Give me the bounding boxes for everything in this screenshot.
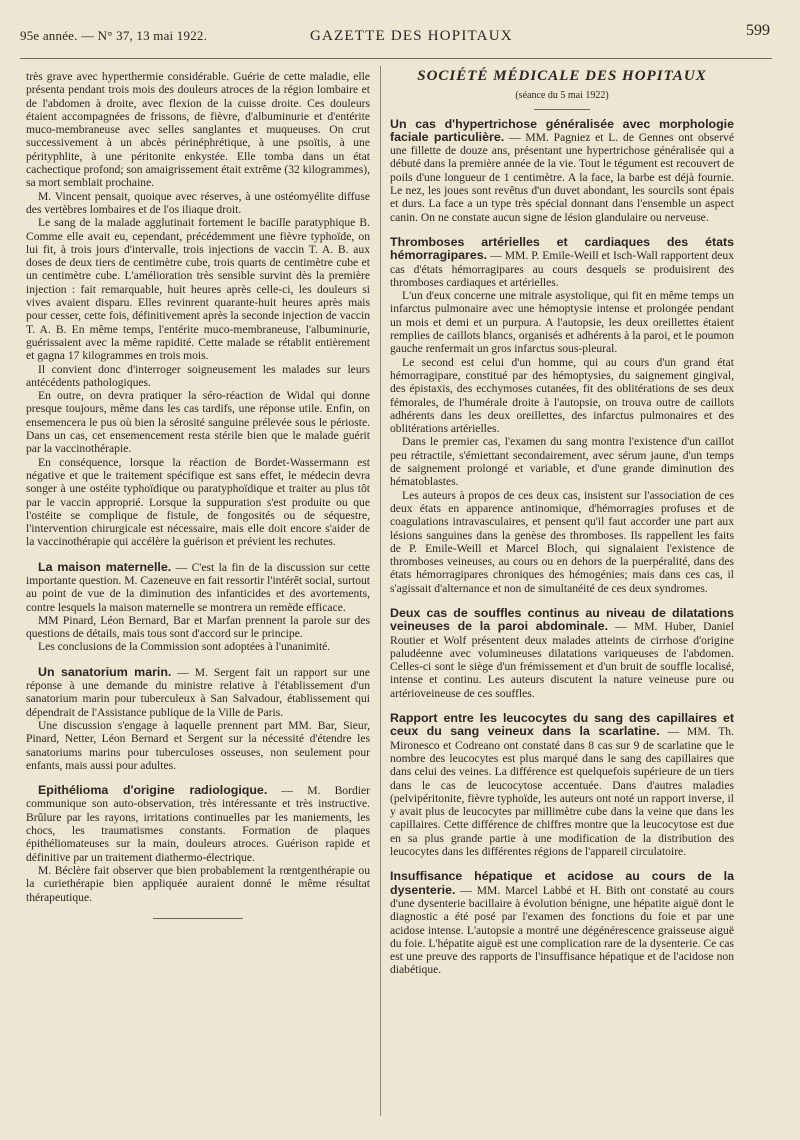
article-thromboses [390,236,734,289]
section-epithelioma [26,784,370,864]
article-text: — MM. Th. Mironesco et Codreano ont constaté dans 8 cas sur 9 de scarlatine que le nombre des leucocytes est plus marqué dans le sang des capillaires que dans celui des veines. La différence est quelquefois supérieure de un tiers dans le cas de leucocytose accentuée. Dans d'autres maladies (pelvipéritonite, fièvre typhoïde, les auteurs ont noté un rapport inverse, il y avait plus de leucocytes par millimètre cube dans la veine que dans les capillaires. Cette différence de chiffres montre que la leucocytose est due en sa plus grande partie à une modification de la distribution des leucocytes dans les différentes régions de l'appareil circulatoire. [390,725,735,859]
paragraph: M. Béclère fait observer que bien probablement la rœntgenthérapie ou la curiethérapie bien appliquée auraient donné le même résultat thérapeutique. [26,863,370,904]
article-title: Thromboses artérielles et cardiaques des états hémorragipares. [390,234,734,263]
article-text: — MM. Marcel Labbé et H. Bith ont constaté au cours d'une dysenterie bacillaire à évolution bénigne, une hépatite aiguë dont le diagnostic a été posé par l'examen des fonctions du foie et par une acidose intense. L'autopsie a montré une dégénérescence graisseuse aiguë du foie. L'hépatite aiguë est une complication rare de la dysenterie. Ce cas est une preuve des rapports de l'insuffisance hépatique et de l'acidose non diabétique. [390,883,734,977]
left-column [26,70,370,919]
article-title: Rapport entre les leucocytes du sang des capillaires et ceux du sang veineux dans la scarlatine. [390,711,734,739]
paragraph: Le second est celui d'un homme, qui au cours d'un grand état hémorragipare, constitué par des hémoptysies, du saignement gingival, des épistaxis, des ecchymoses cutanées, fit des oblitérations de ses deux fémorales, de l'humérale droite à l'autopsie, on trouva outre de caillots adhérents dans les deux oreillettes, des infarctus pulmonaires et des oblitérations artérielles. [390,355,734,436]
paragraph: Une discussion s'engage à laquelle prennent part MM. Bar, Sieur, Pinard, Netter, Léon Bernard et Sergent sur la nécessité d'étendre les sanatoriums marins pour tuberculoses osseuses, non seulement pour enfants, mais aussi pour adultes. [26,718,370,772]
paragraph: En conséquence, lorsque la réaction de Bordet-Wassermann est négative et que le traitement spécifique est sans effet, le médecin devra songer à une ostéite typhoïdique ou paratyphoïdique et traiter au plus tôt par le vaccin approprié. Lorsque la suppuration s'est produite ou que l'ostéite se complique de fistule, de fongosités ou de séquestre, l'intervention chirurgicale est nécessaire, mais elle doit encore s'aider de la vaccinothérapie qui accélère la guérison et prévient les rechutes. [26,455,370,549]
section-maison-maternelle [26,561,370,614]
article-text: — MM. Huber, Daniel Routier et Wolf présentent deux malades atteints de cirrhose d'origine paludéenne avec volumineuses dilatations variqueuses de l'abdomen. Celles-ci sont le siège d'un frémissement et d'un bruit de souffle localisé, intense et continu. Les auteurs discutent la nature veineuse pure ou artérioveineuse de ces souffles. [390,620,734,700]
section-lead: — M. Sergent fait un rapport sur une réponse à une demande du ministre relative à l'établissement d'un sanatorium marin pour tuberculeux à San Salvadour, établissement qui dépendrait de l'Assistance publique de la Ville de Paris. [26,665,370,719]
section-lead: — C'est la fin de la discussion sur cette importante question. M. Cazeneuve en fait ressortir l'intérêt social, surtout au point de vue de la diminution des infanticides et des avortements, contre lesquels la maison maternelle se montrera un remède efficace. [26,560,371,614]
title-rule [534,109,590,110]
article-title: Deux cas de souffles continus au niveau de dilatations veineuses de la paroi abdominale. [390,605,734,634]
paragraph: Il convient donc d'interroger soigneusement les malades sur leurs antécédents pathologiques. [26,362,370,389]
page-number: 599 [746,22,770,39]
paragraph: M. Vincent pensait, quoique avec réserves, à une ostéomyélite diffuse des vertèbres lombaires et de l'os iliaque droit. [26,189,370,216]
issue-line: 95e année. — N° 37, 13 mai 1922. [20,28,208,43]
article-hypertrichose [390,118,734,224]
article-souffles [390,607,734,700]
article-title: Insuffisance hépatique et acidose au cours de la dysenterie. [390,869,734,897]
section-title: Un sanatorium marin. [38,664,172,679]
paragraph: Les conclusions de la Commission sont adoptées à l'unanimité. [38,640,331,654]
article-title: Un cas d'hypertrichose généralisée avec morphologie faciale particulière. [390,116,734,144]
right-column [390,70,734,977]
end-rule [153,918,243,919]
article-insuffisance-hepatique [390,870,734,976]
society-title: SOCIÉTÉ MÉDICALE DES HOPITAUX [417,68,707,84]
paragraph: Les auteurs à propos de ces deux cas, insistent sur l'association de ces deux états en apparence antinomique, d'hémorragies profuses et de coagulations intravasculaires, et pensent qu'il faut accorder une part aux lésions sanguines dans la genèse des thromboses. Ils rappellent les faits de P. Emile-Weill et Marcel Bloch, qui signalaient l'existence de thromboses veineuses, au cours ou en dehors de la puerpéralité, dans des états hémorragipares chroniques des hémogénies; mais dans ces cas, il s'agissait d'alternance et non de simultanéité de ces deux syndromes. [390,488,734,595]
session-date: (séance du 5 mai 1922) [515,90,609,102]
page-header [20,18,772,59]
paragraph: L'un d'eux concerne une mitrale asystolique, qui fit en même temps un infarctus pulmonaire avec une hémoptysie intense et prolongée pendant un mois et demi et un purpura. A l'autopsie, les deux oreillettes étaient remplies de caillots blancs, organisés et adhérents à la paroi, et le poumon gauche renfermait un gros infarctus sous-pleural. [390,289,734,356]
section-lead: — M. Bordier communique son auto-observation, très intéressante et très instructive. Brûlure par les rayons, irritations continuelles par les maniements, les chocs, les traumatismes constants. Formation de plaques épithéliomateuses sur la main, douleurs atroces. Guérison rapide et définitive par un traitement diathermo-électrique. [26,784,370,864]
section-title: La maison maternelle. [38,559,172,574]
article-text: — MM. P. Emile-Weill et Isch-Wall rapportent deux cas d'états hémorragipares au cours desquels se produisirent des thromboses cardiaques et artérielles. [390,249,734,289]
section-sanatorium-marin [26,666,370,719]
paragraph: MM Pinard, Léon Bernard, Bar et Marfan prennent la parole sur des questions de détails, mais tous sont d'accord sur le principe. [26,613,370,641]
paragraph: En outre, on devra pratiquer la séro-réaction de Widal qui donne presque toujours, même dans les cas tardifs, une réponse utile. Enfin, on ensemencera le pus où bien la sérosité sanguine prélevée sous le périoste. Dans un cas, cet ensemencement resta stérile bien que le malade guérit par la vaccinothérapie. [26,389,370,456]
journal-title: GAZETTE DES HOPITAUX [310,28,513,44]
paragraph: très grave avec hyperthermie considérable. Guérie de cette maladie, elle présenta pendant trois mois des douleurs atroces de la région lombaire et de l'abdomen à droite, avec flexion de la cuisse droite. Ces douleurs étaient accompagnées de frissons, de fièvre, d'albuminurie et d'entérite muco-membraneuse avec selles sanglantes et muqueuses. On crut successivement à un abcès périnéphrétique, à une psoïtis, à une pérityphlite, à une péritonite enkystée. Elle tomba dans un état cachectique profond; son amaigrissement était extrême (32 kilogrammes), sa mort semblait prochaine. [26,70,370,190]
column-divider [380,66,381,1116]
article-text: — MM. Pagniez et L. de Gennes ont observé une fillette de douze ans, présentant une hypertrichose généralisée qui a débuté dans la première année de la vie. Tout le tégument est recouvert de poils d'une longueur de 1 centimètre. A la face, la barbe est déjà fournie. Le nez, les joues sont revêtus d'un duvet abondant, les sourcils sont épais et durs. La face a un type très spécial donnant dans l'ensemble un aspect canin. On ne constate aucun signe de lésion glandulaire ou nerveuse. [390,130,734,224]
paragraph: Dans le premier cas, l'examen du sang montra l'existence d'un caillot peu rétractile, s'émiettant secondairement, avec sérum jaune, d'un temps de saignement prolongé et variable, et d'une grande diminution des hématoblastes. [390,435,734,489]
paragraph: Le sang de la malade agglutinait fortement le bacille paratyphique B. Comme elle avait eu, cependant, précédemment une fièvre typhoïde, on lui fit, à trois jours d'intervalle, trois injections de vaccin T. A. B. aux doses de deux tiers de centimètre cube, trois quarts de centimètre cube et un centimètre cube. L'amélioration très sensible survint dès la première injection : fait remarquable, huit heures après celle-ci, les douleurs si vives avaient disparu. Elles revinrent quarante-huit heures après mais pour cesser, cette fois, définitivement après la seconde injection de vaccin T. A. B. En même temps, l'entérite muco-membraneuse, l'albuminurie, guérissaient avec la même rapidité. Cette malade se rétablit entièrement et gagna 17 kilogrammes en trois mois. [26,216,370,363]
article-leucocytes [390,712,734,858]
section-title: Epithélioma d'origine radiologique. [38,783,268,798]
